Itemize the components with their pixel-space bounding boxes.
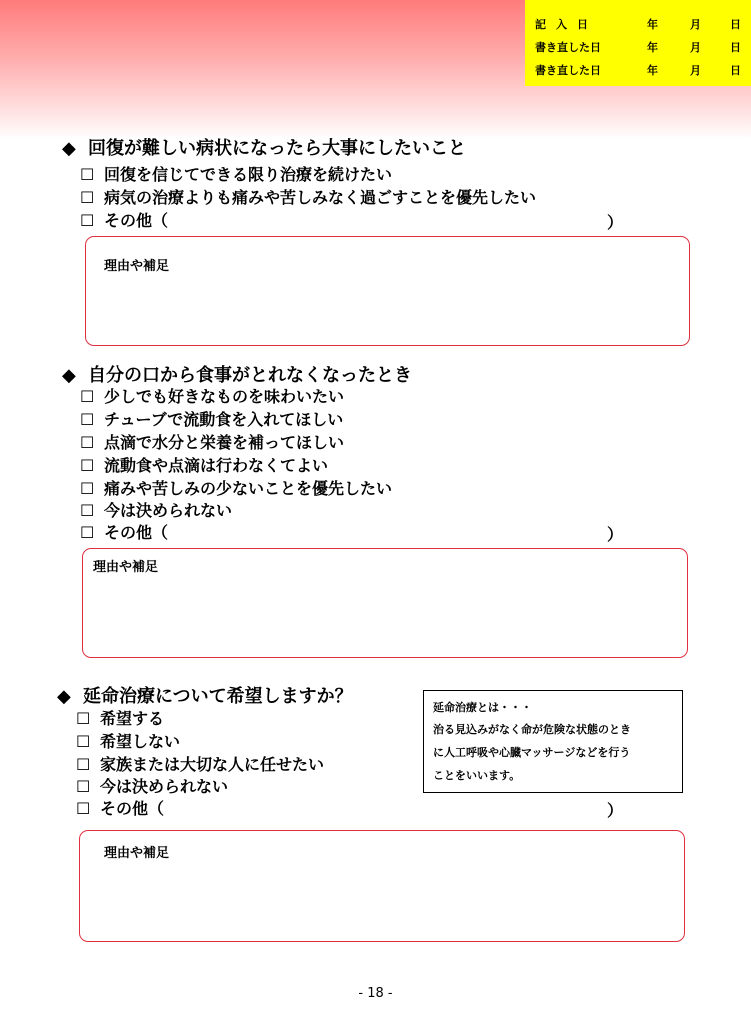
section1-note-label: 理由や補足 xyxy=(104,259,170,274)
option-label: 希望しない xyxy=(100,732,181,751)
info-line: に人工呼吸や心臓マッサージなどを行う xyxy=(433,746,631,759)
day-label: 日 xyxy=(730,64,741,77)
section3-note-label: 理由や補足 xyxy=(104,846,170,861)
other-close-paren: ） xyxy=(607,213,624,232)
date-label: 記入日 xyxy=(535,18,598,31)
checkbox-icon[interactable]: ☐ xyxy=(76,732,91,751)
checkbox-icon[interactable]: ☐ xyxy=(80,433,95,452)
section3-title xyxy=(57,682,353,708)
checkbox-icon[interactable]: ☐ xyxy=(80,479,95,498)
section2-title-text: 自分の口から食事がとれなくなったとき xyxy=(88,365,412,386)
checkbox-icon[interactable]: ☐ xyxy=(80,410,95,429)
diamond-icon: ◆ xyxy=(62,138,76,159)
checkbox-icon[interactable]: ☐ xyxy=(80,188,95,207)
day-label: 日 xyxy=(730,41,741,54)
option-label: 今は決められない xyxy=(104,501,233,520)
option-label: その他（ xyxy=(100,799,165,818)
checkbox-icon[interactable]: ☐ xyxy=(80,387,95,406)
section3-option-other[interactable] xyxy=(76,798,164,820)
month-label: 月 xyxy=(690,64,701,77)
checkbox-icon[interactable]: ☐ xyxy=(76,709,91,728)
section3-note-box[interactable] xyxy=(79,830,685,942)
month-label: 月 xyxy=(690,18,701,31)
date-label: 書き直した日 xyxy=(535,64,601,77)
date-row-entry xyxy=(535,16,745,34)
month-label: 月 xyxy=(690,41,701,54)
section2-note-box[interactable] xyxy=(82,548,688,658)
year-label: 年 xyxy=(647,41,658,54)
option-label: 家族または大切な人に任せたい xyxy=(100,755,325,774)
option-label: 点滴で水分と栄養を補ってほしい xyxy=(104,433,345,452)
checkbox-icon[interactable]: ☐ xyxy=(80,211,95,230)
section1-note-box[interactable] xyxy=(85,236,690,346)
section1-option-other[interactable] xyxy=(80,210,168,232)
section2-option-5[interactable] xyxy=(80,478,392,500)
info-line: 治る見込みがなく命が危険な状態のとき xyxy=(433,723,631,736)
section1-option-1[interactable] xyxy=(80,164,392,186)
option-label: 痛みや苦しみの少ないことを優先したい xyxy=(104,479,393,498)
section1-title xyxy=(62,134,466,160)
option-label: 少しでも好きなものを味わいたい xyxy=(104,387,345,406)
checkbox-icon[interactable]: ☐ xyxy=(76,799,91,818)
section2-option-3[interactable] xyxy=(80,432,344,454)
date-label: 書き直した日 xyxy=(535,41,601,54)
section3-title-text: 延命治療について希望しますか？ xyxy=(83,686,353,707)
other-close-paren: ） xyxy=(607,525,624,544)
section2-option-other[interactable] xyxy=(80,522,168,544)
other-close-paren: ） xyxy=(607,801,624,820)
option-label: 希望する xyxy=(100,709,165,728)
year-label: 年 xyxy=(647,64,658,77)
option-label: 今は決められない xyxy=(100,777,229,796)
section2-title xyxy=(62,361,412,387)
info-line: ことをいいます。 xyxy=(433,769,521,782)
option-label: その他（ xyxy=(104,523,169,542)
option-label: 流動食や点滴は行わなくてよい xyxy=(104,456,329,475)
section2-option-4[interactable] xyxy=(80,455,328,477)
checkbox-icon[interactable]: ☐ xyxy=(80,165,95,184)
page-number: - 18 - xyxy=(358,986,393,1001)
checkbox-icon[interactable]: ☐ xyxy=(80,523,95,542)
info-title: 延命治療とは・・・ xyxy=(433,701,532,714)
section3-option-2[interactable] xyxy=(76,731,180,753)
day-label: 日 xyxy=(730,18,741,31)
date-row-rewrite-1 xyxy=(535,39,745,57)
section3-option-4[interactable] xyxy=(76,776,228,798)
option-label: 回復を信じてできる限り治療を続けたい xyxy=(104,165,393,184)
option-label: その他（ xyxy=(104,211,169,230)
diamond-icon: ◆ xyxy=(62,365,76,386)
diamond-icon: ◆ xyxy=(57,686,71,707)
option-label: チューブで流動食を入れてほしい xyxy=(104,410,344,429)
option-label: 病気の治療よりも痛みや苦しみなく過ごすことを優先したい xyxy=(104,188,537,207)
section2-note-label: 理由や補足 xyxy=(93,560,159,575)
section1-title-text: 回復が難しい病状になったら大事にしたいこと xyxy=(88,138,466,159)
section3-option-1[interactable] xyxy=(76,708,164,730)
year-label: 年 xyxy=(647,18,658,31)
date-row-rewrite-2 xyxy=(535,62,745,80)
checkbox-icon[interactable]: ☐ xyxy=(76,755,91,774)
section3-option-3[interactable] xyxy=(76,754,324,776)
checkbox-icon[interactable]: ☐ xyxy=(76,777,91,796)
section2-option-1[interactable] xyxy=(80,386,344,408)
checkbox-icon[interactable]: ☐ xyxy=(80,501,95,520)
section1-option-2[interactable] xyxy=(80,187,536,209)
section2-option-2[interactable] xyxy=(80,409,343,431)
section2-option-6[interactable] xyxy=(80,500,232,522)
checkbox-icon[interactable]: ☐ xyxy=(80,456,95,475)
date-record-box xyxy=(525,0,751,86)
life-prolonging-info-box xyxy=(423,690,683,793)
